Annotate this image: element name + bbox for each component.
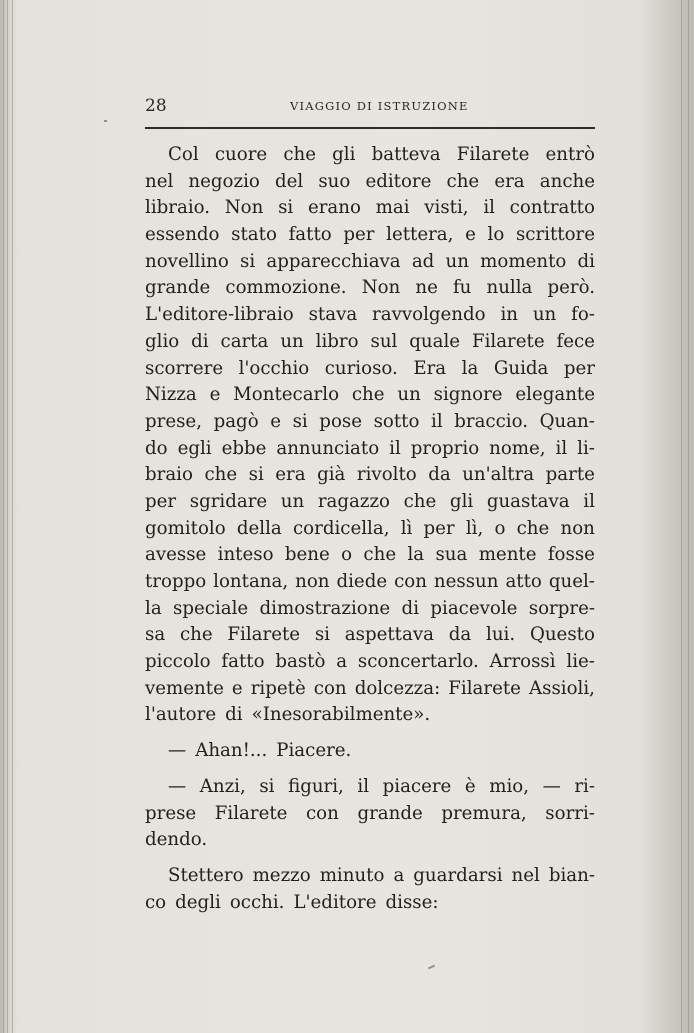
text-line: grande commozione. Non ne fu nulla però. xyxy=(145,277,595,299)
text-line: braio che si era già rivolto da un'altra parte xyxy=(145,464,595,486)
text-line: piccolo fatto bastò a sconcertarlo. Arrossì lie- xyxy=(145,651,595,673)
scan-edge-line xyxy=(12,0,13,1033)
text-line: Stettero mezzo minuto a guardarsi nel bian- xyxy=(168,864,595,886)
header-rule xyxy=(145,127,595,129)
paragraph-3 xyxy=(145,774,595,854)
text-line: per sgridare un ragazzo che gli guastava il xyxy=(145,490,595,512)
scan-edge-line xyxy=(681,0,682,1033)
text-line: Nizza e Montecarlo che un signore elegante xyxy=(145,384,595,406)
scan-edge-line xyxy=(688,0,689,1033)
text-line: gomitolo della cordicella, lì per lì, o che non xyxy=(145,517,595,539)
text-line: sa che Filarete si aspettava da lui. Questo xyxy=(145,624,595,646)
text-line: essendo stato fatto per lettera, e lo scrittore xyxy=(145,224,595,246)
paragraph-1 xyxy=(145,142,595,729)
text-line: glio di carta un libro sul quale Filarete fece xyxy=(145,330,595,352)
text-line: nel negozio del suo editore che era anche xyxy=(145,170,595,192)
text-line: co degli occhi. L'editore disse: xyxy=(145,891,439,913)
text-line: avesse inteso bene o che la sua mente fosse xyxy=(145,544,595,566)
text-line: L'editore-libraio stava ravvolgendo in un fo- xyxy=(145,304,595,326)
page-header xyxy=(145,96,595,120)
text-line: Col cuore che gli batteva Filarete entrò xyxy=(168,144,595,165)
text-line: prese Filarete con grande premura, sorri- xyxy=(145,802,595,824)
text-line: — Anzi, si figuri, il piacere è mio, — ri- xyxy=(168,775,595,797)
running-title: VIAGGIO DI ISTRUZIONE xyxy=(290,99,469,113)
text-line: l'autore di «Inesorabilmente». xyxy=(145,704,431,726)
paper-speckle xyxy=(428,965,435,970)
text-line: dendo. xyxy=(145,829,208,851)
page-number: 28 xyxy=(145,96,167,116)
text-line: do egli ebbe annunciato il proprio nome, il li- xyxy=(145,437,595,459)
paragraph-4 xyxy=(145,863,595,916)
scan-edge-line xyxy=(7,0,8,1033)
text-line: libraio. Non si erano mai visti, il contratto xyxy=(145,197,595,219)
text-line: vemente e ripetè con dolcezza: Filarete Assioli, xyxy=(145,677,595,699)
paragraph-2 xyxy=(145,738,595,765)
text-line: scorrere l'occhio curioso. Era la Guida per xyxy=(145,357,595,379)
text-line: prese, pagò e si pose sotto il braccio. Quan- xyxy=(145,410,595,432)
body-text xyxy=(145,142,595,916)
text-line: troppo lontana, non diede con nessun atto quel- xyxy=(145,571,595,592)
scan-edge-line xyxy=(3,0,4,1033)
paper-speckle xyxy=(104,120,107,122)
text-line: la speciale dimostrazione di piacevole sorpre- xyxy=(145,597,595,619)
text-line: — Ahan!... Piacere. xyxy=(168,740,352,762)
text-line: novellino si apparecchiava ad un momento di xyxy=(145,250,595,272)
